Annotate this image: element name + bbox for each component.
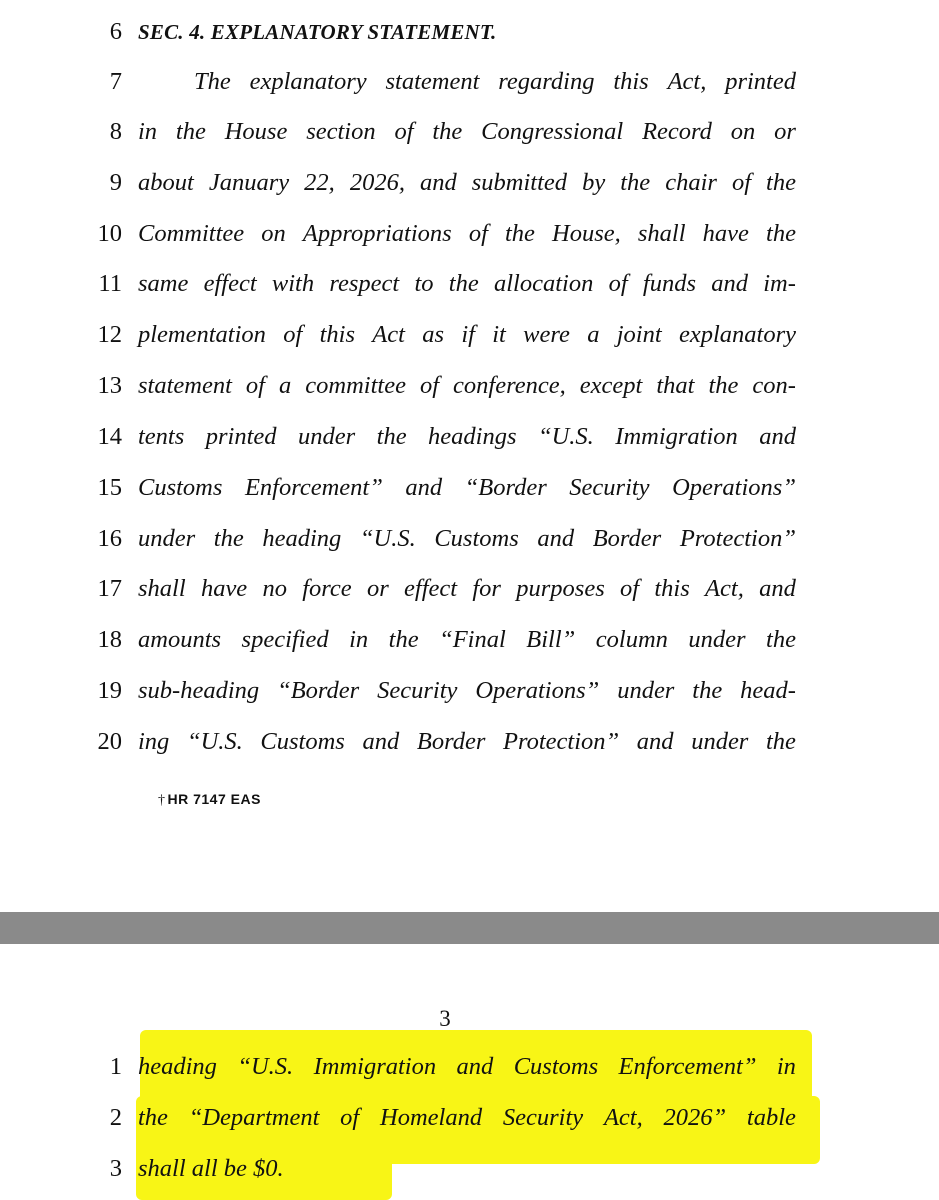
word: that — [656, 372, 695, 399]
word: or — [366, 575, 389, 602]
word: shall — [637, 220, 686, 247]
word: Homeland — [380, 1104, 483, 1131]
line-text — [138, 673, 796, 709]
word: if — [461, 321, 475, 348]
line-14 — [0, 419, 939, 455]
word: amounts — [138, 626, 222, 653]
line-number: 15 — [97, 474, 122, 501]
word: Act, — [705, 575, 744, 602]
line-text — [138, 571, 796, 607]
word: of — [620, 575, 640, 602]
line-text: shall all be $0. — [138, 1155, 284, 1182]
word: for — [472, 575, 501, 602]
word: were — [523, 321, 570, 348]
word: the — [766, 220, 796, 247]
line-13 — [0, 368, 939, 404]
line-number: 10 — [97, 220, 122, 247]
word: the — [620, 169, 651, 196]
line-text — [138, 521, 796, 557]
word: by — [582, 169, 606, 196]
word: committee — [305, 372, 406, 399]
line-number: 13 — [97, 372, 122, 399]
word: and — [759, 423, 796, 450]
word: the — [766, 728, 796, 755]
word: “Border — [464, 474, 547, 501]
word: the — [376, 423, 407, 450]
word: head- — [740, 677, 796, 704]
line-20 — [0, 724, 939, 760]
word: the — [766, 626, 796, 653]
line-1 — [0, 1049, 939, 1085]
word: Immigration — [615, 423, 738, 450]
word: explanatory — [249, 68, 367, 95]
word: the — [388, 626, 419, 653]
word: the — [432, 118, 463, 145]
word: Appropriations — [302, 220, 452, 247]
line-text — [194, 64, 796, 100]
word: force — [302, 575, 352, 602]
word: a — [587, 321, 600, 348]
word: Customs — [138, 474, 223, 501]
line-text — [138, 724, 796, 760]
word: section — [306, 118, 376, 145]
line-number: 17 — [97, 575, 122, 602]
word: in — [138, 118, 158, 145]
word: and — [537, 525, 575, 552]
word: Committee — [138, 220, 245, 247]
word: about — [138, 169, 194, 196]
word: of — [468, 220, 488, 247]
word: “U.S. — [186, 728, 243, 755]
line-6 — [0, 14, 939, 50]
word: House, — [552, 220, 621, 247]
line-11 — [0, 266, 939, 302]
word: “U.S. — [537, 423, 594, 450]
line-15 — [0, 470, 939, 506]
line-number: 18 — [97, 626, 122, 653]
word: Border — [416, 728, 486, 755]
word: Operations” — [672, 474, 796, 501]
line-number: 1 — [109, 1053, 122, 1080]
word: of — [340, 1104, 360, 1131]
line-number: 6 — [109, 18, 122, 45]
word: the — [505, 220, 535, 247]
word: this — [319, 321, 355, 348]
word: except — [579, 372, 643, 399]
word: with — [271, 270, 315, 297]
word: effect — [203, 270, 257, 297]
line-12 — [0, 317, 939, 353]
word: as — [422, 321, 445, 348]
line-number: 16 — [97, 525, 122, 552]
line-text — [138, 368, 796, 404]
word: funds — [642, 270, 696, 297]
line-text — [138, 114, 796, 150]
page-number: 3 — [439, 1006, 451, 1031]
word: and — [636, 728, 674, 755]
word: Security — [569, 474, 650, 501]
word: regarding — [498, 68, 595, 95]
word: same — [138, 270, 189, 297]
word: this — [654, 575, 690, 602]
word: Act, — [667, 68, 707, 95]
word: chair — [665, 169, 717, 196]
word: effect — [404, 575, 458, 602]
section-heading: SEC. 4. EXPLANATORY STATEMENT. — [138, 20, 497, 44]
word: Customs — [260, 728, 345, 755]
word: submitted — [471, 169, 568, 196]
word: it — [492, 321, 506, 348]
line-number: 19 — [97, 677, 122, 704]
word: Border — [592, 525, 662, 552]
word: Customs — [434, 525, 519, 552]
word: of — [419, 372, 440, 399]
word: 2026, — [349, 169, 405, 196]
word: Immigration — [313, 1053, 437, 1080]
word: under — [691, 728, 749, 755]
line-text — [138, 470, 796, 506]
word: Act, — [603, 1104, 643, 1131]
line-16 — [0, 521, 939, 557]
word: The — [194, 68, 231, 95]
word: of — [283, 321, 303, 348]
word: Protection” — [503, 728, 620, 755]
line-2 — [0, 1100, 939, 1136]
word: printed — [725, 68, 796, 95]
word: heading — [262, 525, 342, 552]
line-18 — [0, 622, 939, 658]
word: 22, — [304, 169, 335, 196]
word: Record — [642, 118, 712, 145]
word: under — [138, 525, 196, 552]
word: of — [245, 372, 265, 399]
word: under — [688, 626, 746, 653]
word: 2026” — [663, 1104, 727, 1131]
word: purposes — [516, 575, 605, 602]
line-text — [138, 622, 796, 658]
word: in — [776, 1053, 796, 1080]
word: joint — [616, 321, 662, 348]
word: Protection” — [679, 525, 796, 552]
word: conference, — [453, 372, 566, 399]
word: im- — [763, 270, 796, 297]
word: Bill” — [526, 626, 576, 653]
line-number: 9 — [109, 169, 122, 196]
line-17 — [0, 571, 939, 607]
word: of — [608, 270, 628, 297]
word: this — [613, 68, 649, 95]
word: the — [213, 525, 244, 552]
line-9 — [0, 165, 939, 201]
line-19 — [0, 673, 939, 709]
word: allocation — [493, 270, 594, 297]
word: the — [175, 118, 206, 145]
line-text — [138, 266, 796, 302]
page-divider — [0, 912, 939, 944]
word: column — [595, 626, 668, 653]
word: and — [456, 1053, 494, 1080]
word: statement — [385, 68, 480, 95]
word: sub-heading — [138, 677, 260, 704]
word: ing — [138, 728, 170, 755]
word: respect — [329, 270, 400, 297]
word: “U.S. — [359, 525, 416, 552]
word: tents — [138, 423, 185, 450]
word: on — [261, 220, 286, 247]
word: of — [731, 169, 752, 196]
word: Act — [372, 321, 405, 348]
word: Security — [502, 1104, 584, 1131]
word: House — [224, 118, 288, 145]
word: “Department — [188, 1104, 320, 1131]
line-3 — [0, 1151, 939, 1187]
word: and — [405, 474, 443, 501]
word: “U.S. — [237, 1053, 294, 1080]
word: under — [298, 423, 356, 450]
line-7 — [0, 64, 939, 100]
line-number: 11 — [98, 270, 122, 297]
line-text — [138, 419, 796, 455]
line-text — [138, 1049, 796, 1085]
word: headings — [428, 423, 517, 450]
line-number: 2 — [109, 1104, 122, 1131]
word: no — [262, 575, 287, 602]
word: the — [708, 372, 739, 399]
line-number: 3 — [109, 1155, 122, 1182]
word: on — [730, 118, 756, 145]
word: under — [617, 677, 675, 704]
word: statement — [138, 372, 232, 399]
word: or — [774, 118, 796, 145]
word: explanatory — [678, 321, 796, 348]
word: specified — [241, 626, 329, 653]
word: and — [759, 575, 796, 602]
word: and — [362, 728, 400, 755]
line-number: 8 — [109, 118, 122, 145]
word: and — [419, 169, 457, 196]
word: have — [200, 575, 248, 602]
word: January — [208, 169, 290, 196]
word: the — [692, 677, 723, 704]
bill-identifier-footer — [158, 791, 261, 809]
bill-id: HR 7147 EAS — [167, 791, 261, 807]
word: Customs — [513, 1053, 599, 1080]
word: have — [702, 220, 749, 247]
line-number: 12 — [97, 321, 122, 348]
word: plementation — [138, 321, 266, 348]
line-number: 14 — [97, 423, 122, 450]
line-text — [138, 1100, 796, 1136]
word: con- — [752, 372, 796, 399]
word: the — [766, 169, 796, 196]
word: the — [448, 270, 479, 297]
line-8 — [0, 114, 939, 150]
word: Congressional — [481, 118, 624, 145]
line-number: 20 — [97, 728, 122, 755]
line-text — [138, 165, 796, 201]
line-text — [138, 317, 796, 353]
word: a — [279, 372, 292, 399]
word: “Border — [277, 677, 360, 704]
word: Enforcement” — [618, 1053, 757, 1080]
word: Security — [377, 677, 458, 704]
word: Enforcement” — [244, 474, 383, 501]
word: in — [349, 626, 369, 653]
word: “Final — [439, 626, 506, 653]
word: the — [138, 1104, 168, 1131]
word: shall — [138, 575, 186, 602]
word: printed — [205, 423, 277, 450]
line-10 — [0, 216, 939, 252]
line-text — [138, 216, 796, 252]
word: Operations” — [475, 677, 600, 704]
word: heading — [138, 1053, 217, 1080]
word: to — [414, 270, 434, 297]
dagger-mark: † — [158, 793, 166, 808]
word: table — [746, 1104, 796, 1131]
word: of — [394, 118, 414, 145]
word: and — [711, 270, 748, 297]
line-number: 7 — [109, 68, 122, 95]
